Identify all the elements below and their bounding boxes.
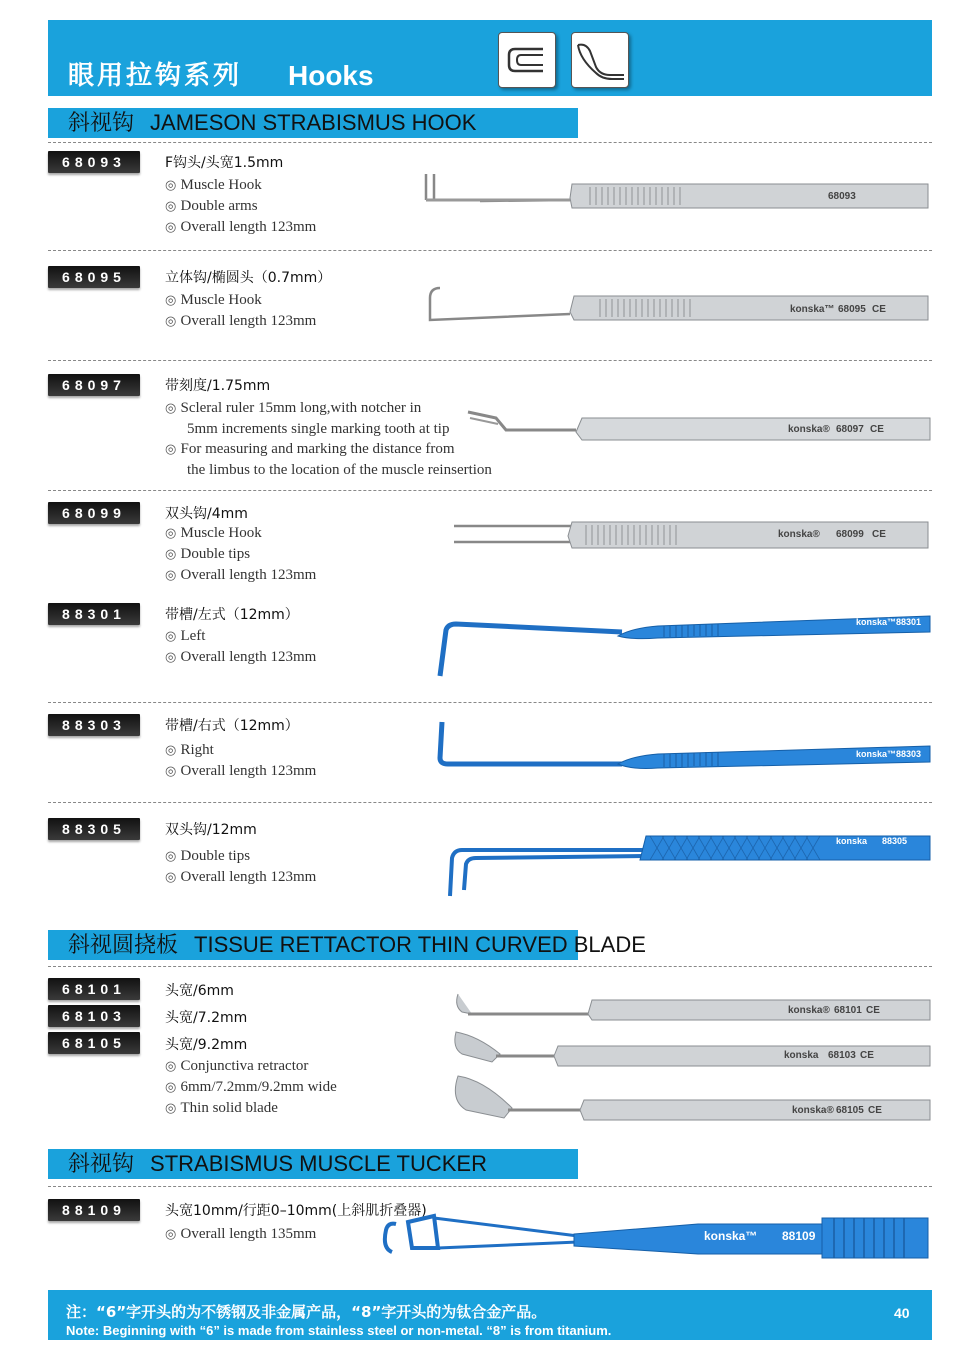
product-title: 带槽/左式（12mm） [165, 607, 299, 623]
feature-item: ◎ Double tips [165, 544, 316, 565]
product-features [165, 626, 316, 668]
page-number: 40 [894, 1305, 910, 1321]
instrument-88109-image [378, 1208, 932, 1264]
feature-item: ◎ Right [165, 740, 316, 761]
product-code: 68093 [48, 151, 140, 173]
product-title: 头宽10mm/行距0–10mm(上斜肌折叠器) [165, 1203, 427, 1219]
divider [48, 1186, 932, 1187]
section-title-en: TISSUE RETTACTOR THIN CURVED BLADE [194, 932, 646, 957]
product-code: 88109 [48, 1199, 140, 1221]
engraved-model: 68103 [828, 1050, 856, 1061]
product-title: 头宽/6mm [165, 983, 234, 999]
feature-item-continued: the limbus to the location of the muscle reinsertion [187, 462, 492, 478]
feature-item: ◎ Thin solid blade [165, 1098, 337, 1119]
divider [48, 360, 932, 361]
divider [48, 966, 932, 967]
engraved-model: 88305 [882, 836, 908, 846]
engraved-brand: konska® [778, 529, 820, 540]
product-title: 带槽/右式（12mm） [165, 718, 299, 734]
section-title-en: JAMESON STRABISMUS HOOK [150, 110, 477, 135]
instrument-68099-image [452, 516, 932, 552]
engraved-brand: konska [784, 1050, 819, 1061]
engraved-ce: CE [868, 1105, 882, 1116]
section-header-tucker [48, 1149, 578, 1179]
feature-item: ◎ Overall length 135mm [165, 1224, 316, 1245]
instrument-68093-image [420, 168, 932, 218]
divider [48, 142, 932, 143]
feature-item: ◎ Muscle Hook [165, 290, 316, 311]
feature-item: ◎ Double tips [165, 846, 316, 867]
engraved-ce: CE [872, 304, 886, 315]
engraved-brand: konska® [788, 1005, 830, 1016]
product-title: 双头钩/12mm [165, 822, 257, 838]
feature-item: ◎ Scleral ruler 15mm long,with notcher in [165, 398, 492, 419]
product-features [165, 175, 316, 238]
engraved-model: 68097 [836, 424, 864, 435]
engraved-ce: CE [866, 1005, 880, 1016]
product-title: 头宽/9.2mm [165, 1037, 248, 1053]
product-code: 68099 [48, 502, 140, 524]
product-title: 带刻度/1.75mm [165, 378, 271, 394]
feature-item: ◎ Double arms [165, 196, 316, 217]
instrument-88301-image [432, 610, 932, 680]
section-title-cn: 斜视圆挠板 [68, 933, 179, 958]
product-features [165, 1056, 337, 1119]
feature-item: ◎ Left [165, 626, 316, 647]
section-title-cn: 斜视钩 [68, 1152, 135, 1177]
curved-blade-icon [572, 33, 628, 87]
engraved-brand: konska™ [790, 304, 835, 315]
engraved-model: 88303 [896, 749, 922, 759]
product-code: 88305 [48, 818, 140, 840]
product-code: 68097 [48, 374, 140, 396]
product-features [165, 740, 316, 782]
product-title: 头宽/7.2mm [165, 1010, 248, 1026]
product-code: 68095 [48, 266, 140, 288]
divider [48, 702, 932, 703]
footer-note-en: Note: Beginning with “6” is made from stainless steel or non-metal. “8” is from titanium. [66, 1323, 612, 1338]
engraved-model: 68099 [836, 529, 864, 540]
feature-item-continued: 5mm increments single marking tooth at tip [187, 421, 450, 437]
feature-item: ◎ Overall length 123mm [165, 311, 316, 332]
product-features [165, 398, 492, 480]
engraved-model: 68101 [834, 1005, 862, 1016]
divider [48, 490, 932, 491]
feature-item: ◎ Overall length 123mm [165, 867, 316, 888]
product-code: 68105 [48, 1032, 140, 1054]
engraved-model: 68093 [828, 191, 856, 202]
page-title-cn: 眼用拉钩系列 [68, 61, 243, 91]
instrument-68095-image [420, 284, 932, 328]
feature-item: ◎ Overall length 123mm [165, 761, 316, 782]
feature-item: ◎ Overall length 123mm [165, 565, 316, 586]
feature-item: ◎ For measuring and marking the distance from [165, 439, 492, 460]
feature-item: ◎ 6mm/7.2mm/9.2mm wide [165, 1077, 337, 1098]
hook-shape-icon [498, 32, 556, 88]
product-features [165, 290, 316, 332]
engraved-model: 68105 [836, 1105, 864, 1116]
engraved-brand: konska® [788, 424, 830, 435]
product-title: F钩头/头宽1.5mm [165, 155, 284, 171]
product-code: 88303 [48, 714, 140, 736]
engraved-model: 88109 [782, 1229, 816, 1243]
feature-item: ◎ Muscle Hook [165, 523, 316, 544]
blade-shape-icon [571, 32, 629, 88]
product-code: 68103 [48, 1005, 140, 1027]
product-title: 立体钩/椭圆头（0.7mm） [165, 270, 332, 286]
section-title-en: STRABISMUS MUSCLE TUCKER [150, 1151, 487, 1176]
engraved-brand: konska [836, 836, 868, 846]
feature-item: ◎ Overall length 123mm [165, 647, 316, 668]
footer-note-cn: 注：“6”字开头的为不锈钢及非金属产品，“8”字开头的为钛合金产品。 [66, 1303, 547, 1321]
engraved-model: 88301 [896, 617, 922, 627]
engraved-brand: konska™ [704, 1229, 758, 1243]
engraved-brand: konska™ [856, 617, 897, 627]
engraved-brand: konska™ [856, 749, 897, 759]
section-header-retractor [48, 930, 646, 960]
product-features [165, 523, 316, 586]
section-header-jameson [48, 108, 578, 138]
product-features [165, 846, 316, 888]
page-title-en: Hooks [288, 60, 374, 91]
instrument-88303-image [432, 718, 932, 774]
engraved-brand: konska® [792, 1105, 834, 1116]
engraved-model: 68095 [838, 304, 866, 315]
instrument-68097-image [466, 404, 932, 446]
product-code: 88301 [48, 603, 140, 625]
divider [48, 802, 932, 803]
divider [48, 250, 932, 251]
feature-item: ◎ Muscle Hook [165, 175, 316, 196]
product-features [165, 1224, 316, 1245]
product-code: 68101 [48, 978, 140, 1000]
f-hook-icon [499, 33, 555, 87]
section-title-cn: 斜视钩 [68, 111, 135, 136]
engraved-ce: CE [860, 1050, 874, 1061]
instrument-88305-image [440, 830, 932, 900]
feature-item: ◎ Conjunctiva retractor [165, 1056, 337, 1077]
instrument-retractors-image [448, 984, 932, 1126]
engraved-ce: CE [870, 424, 884, 435]
product-title: 双头钩/4mm [165, 506, 248, 522]
feature-item: ◎ Overall length 123mm [165, 217, 316, 238]
engraved-ce: CE [872, 529, 886, 540]
